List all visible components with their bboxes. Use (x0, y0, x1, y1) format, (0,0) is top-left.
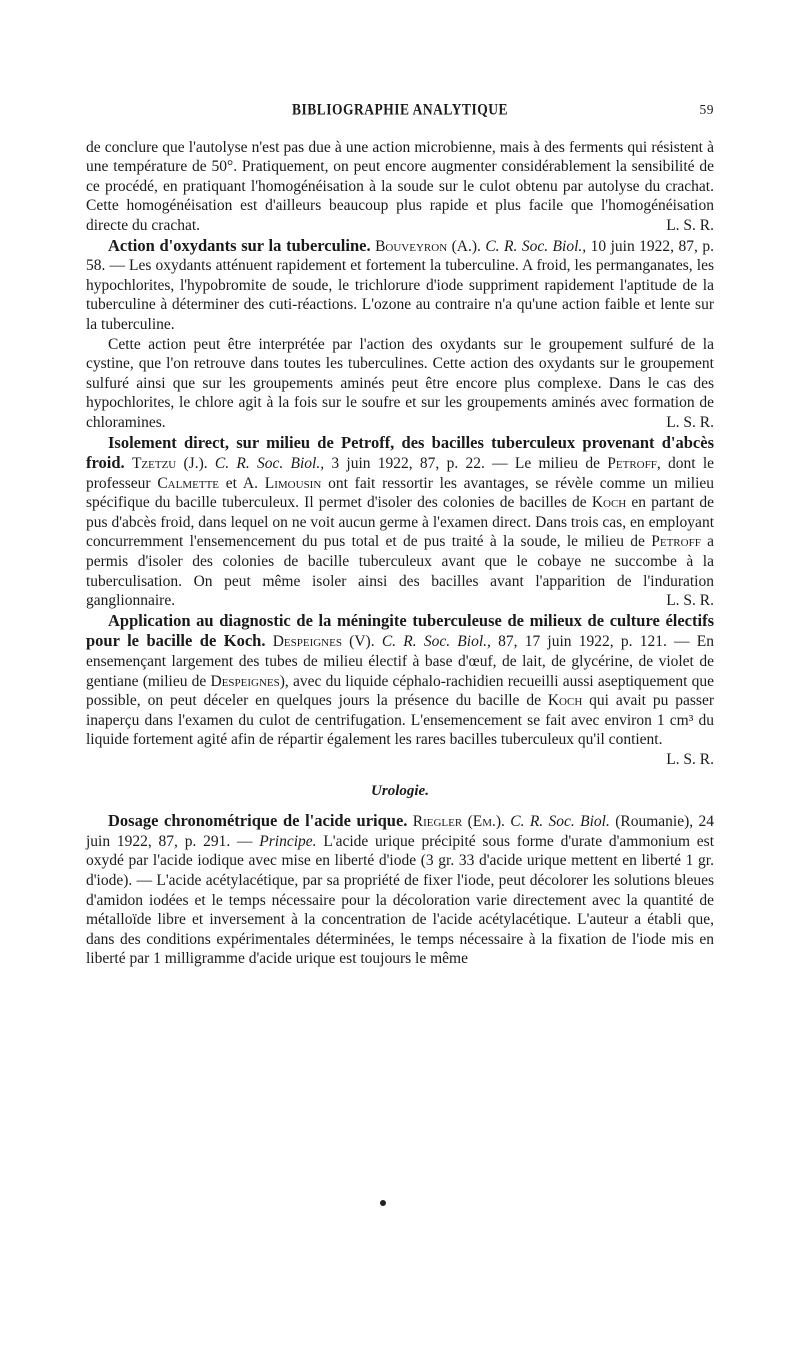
abstract-oxydants: Action d'oxydants sur la tuberculine. Bouveyron (A.). C. R. Soc. Biol., 10 juin 1922, 87, p. 58. — Les oxydants atténuent rapidement et fortement la tuberculine. A froid, les permanganates, les hypochlorites, l'hypobromite de soude, le trichlorure d'iode suppriment rapidement l'aptitude de la tuberculine à déterminer des cuti-réactions. L'ozone au contraire n'a qu'une action faible et lente sur la tuberculine. (86, 235, 714, 333)
header-title: BIBLIOGRAPHIE ANALYTIQUE (292, 100, 508, 119)
author: Despeignes (V). (272, 633, 375, 651)
page (86, 100, 714, 969)
article-title: Isolement direct, sur milieu de Petroff, des bacilles tuberculeux provenant d'abcès froid. (86, 432, 714, 473)
running-header (86, 100, 714, 120)
article-title: Action d'oxydants sur la tuberculine. (108, 235, 371, 255)
abstract-dosage: Dosage chronométrique de l'acide urique. Riegler (Em.). C. R. Soc. Biol. (Roumanie), 24 juin 1922, 87, p. 291. — Principe. L'acide urique précipité sous forme d'urate d'ammonium est oxydé par l'acide iodique avec mise en liberté d'iode (3 gr. 33 d'acide urique mettent en liberté 1 gr. d'iode). — L'acide acétylacétique, par sa propriété de fixer l'iode, peut décolorer les solutions bleues d'amidon iodées et le temps nécessaire pour la décoloration varie directement avec la quantité de métalloïde libre et inversement à la concentration de l'acide acétylacétique. L'auteur a établi que, dans des conditions expérimentales déterminées, le temps nécessaire à la fixation de l'iode mis en liberté par 1 milligramme d'acide urique est toujours le même (86, 811, 715, 968)
page-number: 59 (699, 102, 714, 117)
signature: L. S. R. (666, 216, 714, 234)
author: Riegler (Em.). (412, 813, 505, 831)
paragraph-continuation: de conclure que l'autolyse n'est pas due à une action microbienne, mais à des ferments qui résistent à une température de 50°. Pratiquement, on peut encore augmenter considérablement la sensibilité de ce procédé, en pratiquant l'homogénéisation à la soude sur le culot obtenu par autolyse du crachat. Cette homogénéisation est d'ailleurs beaucoup plus rapide et plus facile que l'homogénéisation directe du crachat. L. S. R. (86, 138, 714, 234)
article-title: Application au diagnostic de la méningite tuberculeuse de milieux de culture électifs pour le bacille de Koch. (86, 610, 714, 651)
signature: L. S. R. (666, 592, 714, 610)
abstract-paragraph: Cette action peut être interprétée par l'action des oxydants sur le groupement sulfuré de la cystine, que l'on retrouve dans toutes les tuberculines. Cette action des oxydants sur le groupement sulfuré ainsi que sur les groupements aminés peut être encore plus complexe. Dans le cas des hypochlorites, le chlore agit à la fois sur le soufre et sur les groupements aminés avec formation de chloramines. L. S. R. (86, 335, 714, 431)
section-heading: Urologie. (371, 782, 429, 799)
abstract-application: Application au diagnostic de la méningite tuberculeuse de milieux de culture électifs pour le bacille de Koch. Despeignes (V). C. R. Soc. Biol., 87, 17 juin 1922, p. 121. — En ensemençant largement des tubes de milieu électif à base d'œuf, de lait, de glycérine, de violet de gentiane (milieu de Despeignes), avec du liquide céphalo-rachidien recueilli aussi aseptiquement que possible, on peut déceler en quelques jours la présence du bacille de Koch qui avait pu passer inaperçu dans l'examen du culot de centrifugation. L'ensemencement se fait avec environ 1 cm³ du liquide fortement agité afin de répartir également les rares bacilles tuberculeux qu'il contient. L. S. R. (86, 610, 715, 768)
signature: L. S. R. (666, 751, 714, 768)
ink-dot (380, 1200, 386, 1206)
journal: C. R. Soc. Biol. (510, 813, 610, 831)
journal: C. R. Soc. Biol., (381, 633, 491, 651)
article-title: Dosage chronométrique de l'acide urique. (108, 811, 408, 831)
journal: C. R. Soc. Biol., (214, 455, 325, 473)
author: Bouveyron (A.). (375, 237, 481, 255)
signature: L. S. R. (666, 413, 714, 431)
abstract-isolement: Isolement direct, sur milieu de Petroff, des bacilles tuberculeux provenant d'abcès froid. Tzetzu (J.). C. R. Soc. Biol., 3 juin 1922, 87, p. 22. — Le milieu de Petroff, dont le professeur Calmette et A. Limousin ont fait ressortir les avantages, se révèle comme un milieu spécifique du bacille tuberculeux. Il permet d'isoler des colonies de bacilles de Koch en partant de pus d'abcès froid, dans lequel on ne voit aucun germe à l'examen direct. Dans trois cas, en employant concurremment l'ensemencement du pus total et de pus traité à la soude, le milieu de Petroff a permis d'isoler des colonies de bacille tuberculeux avant que le cobaye ne succombe à la tuberculisation. On peut même isoler ainsi des bacilles avant l'apparition de l'induration ganglionnaire. L. S. R. (86, 432, 715, 610)
journal: C. R. Soc. Biol., (485, 237, 587, 255)
author: Tzetzu (J.). (131, 455, 208, 473)
